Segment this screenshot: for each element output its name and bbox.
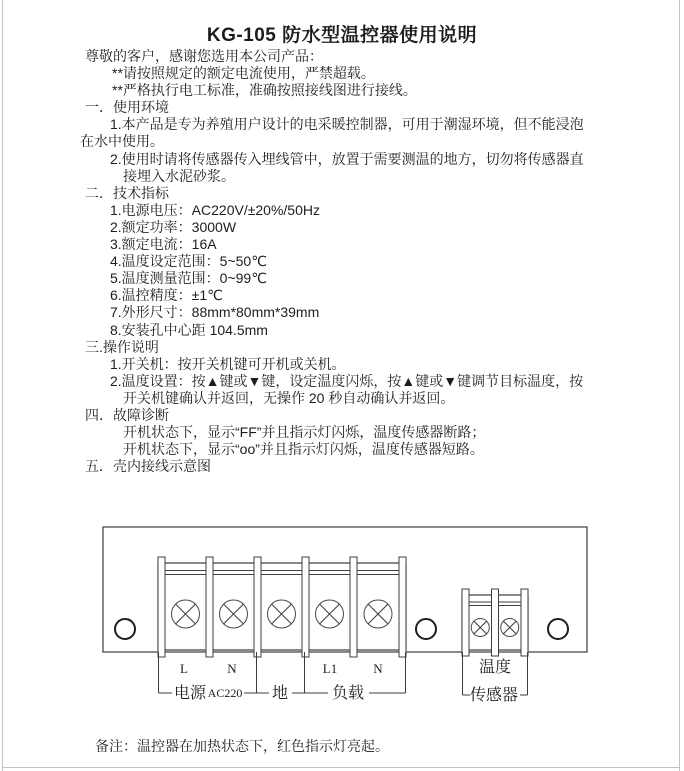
group-brackets bbox=[159, 652, 528, 695]
group-label-power-spec: AC220 bbox=[207, 686, 243, 700]
doc-line: 2.温度设置：按▲键或▼键，设定温度闪烁，按▲键或▼键调节目标温度，按 bbox=[110, 372, 584, 389]
doc-line: 尊敬的客户，感谢您选用本公司产品： bbox=[85, 48, 323, 64]
doc-line: 7.外形尺寸：88mm*80mm*39mm bbox=[110, 304, 320, 321]
page-edge-right bbox=[679, 0, 680, 771]
page-edge-left bbox=[2, 0, 3, 771]
terminal-label-neutral: N bbox=[227, 661, 237, 676]
doc-line: 1.开关机：按开关机键可开机或关机。 bbox=[110, 355, 346, 372]
sensor-screw-terminal-icon bbox=[471, 619, 519, 637]
doc-line: 接埋入水泥砂浆。 bbox=[123, 167, 235, 184]
sensor-clamp-lines bbox=[469, 602, 521, 606]
doc-line: 6.温控精度：±1℃ bbox=[110, 287, 223, 304]
doc-line: 2.使用时请将传感器传入埋线管中，放置于需要测温的地方，切勿将传感器直 bbox=[110, 150, 584, 167]
terminal-clamp-lines bbox=[165, 571, 399, 575]
page-edge-bottom bbox=[2, 767, 680, 768]
terminal-label-live: L bbox=[180, 661, 188, 676]
sensor-dividers bbox=[462, 589, 528, 656]
doc-line: 五．壳内接线示意图 bbox=[85, 458, 211, 475]
doc-line: 4.温度设定范围：5~50℃ bbox=[110, 253, 267, 270]
doc-line: **请按照规定的额定电流使用，严禁超载。 bbox=[112, 65, 375, 82]
doc-line: 5.温度测量范围：0~99℃ bbox=[110, 270, 267, 287]
footnote: 备注：温控器在加热状态下，红色指示灯亮起。 bbox=[95, 738, 389, 754]
screw-terminal-icon bbox=[172, 600, 393, 628]
doc-line: 8.安装孔中心距 104.5mm bbox=[110, 321, 268, 338]
sensor-terminal-block bbox=[462, 595, 528, 650]
doc-line: 1.电源电压：AC220V/±20%/50Hz bbox=[110, 201, 320, 218]
group-label-power: 电源 bbox=[173, 685, 207, 702]
group-label-load: 负载 bbox=[331, 685, 365, 702]
mounting-hole-icon bbox=[115, 619, 568, 639]
group-label-ground: 地 bbox=[271, 685, 289, 702]
document-body bbox=[80, 48, 614, 475]
group-label-sensor-line1: 温度 bbox=[478, 659, 512, 676]
enclosure-outline bbox=[103, 527, 587, 652]
terminal-dividers bbox=[158, 557, 406, 657]
main-terminal-block bbox=[158, 563, 406, 650]
doc-line: **严格执行电工标准，准确按照接线图进行接线。 bbox=[112, 82, 417, 99]
doc-line: 3.额定电流：16A bbox=[110, 236, 217, 253]
doc-line: 一．使用环境 bbox=[85, 99, 169, 116]
doc-line: 在水中使用。 bbox=[80, 133, 164, 150]
doc-line: 1.本产品是专为养殖用户设计的电采暖控制器，可用于潮湿环境，但不能浸泡 bbox=[110, 116, 584, 133]
doc-line: 开机状态下，显示“FF”并且指示灯闪烁，温度传感器断路； bbox=[123, 424, 486, 441]
doc-line: 三.操作说明 bbox=[85, 338, 159, 355]
terminal-label-load-live: L1 bbox=[322, 661, 338, 676]
doc-line: 开机状态下，显示“oo”并且指示灯闪烁，温度传感器短路。 bbox=[123, 441, 484, 458]
doc-line: 2.额定功率：3000W bbox=[110, 218, 237, 235]
doc-line: 二．技术指标 bbox=[85, 184, 169, 201]
doc-line: 四．故障诊断 bbox=[85, 406, 169, 423]
page-title: KG-105 防水型温控器使用说明 bbox=[206, 25, 478, 46]
terminal-label-load-neutral: N bbox=[373, 661, 383, 676]
group-label-sensor-line2: 传感器 bbox=[469, 687, 519, 704]
doc-line: 开关机键确认并返回，无操作 20 秒自动确认并返回。 bbox=[123, 389, 455, 406]
